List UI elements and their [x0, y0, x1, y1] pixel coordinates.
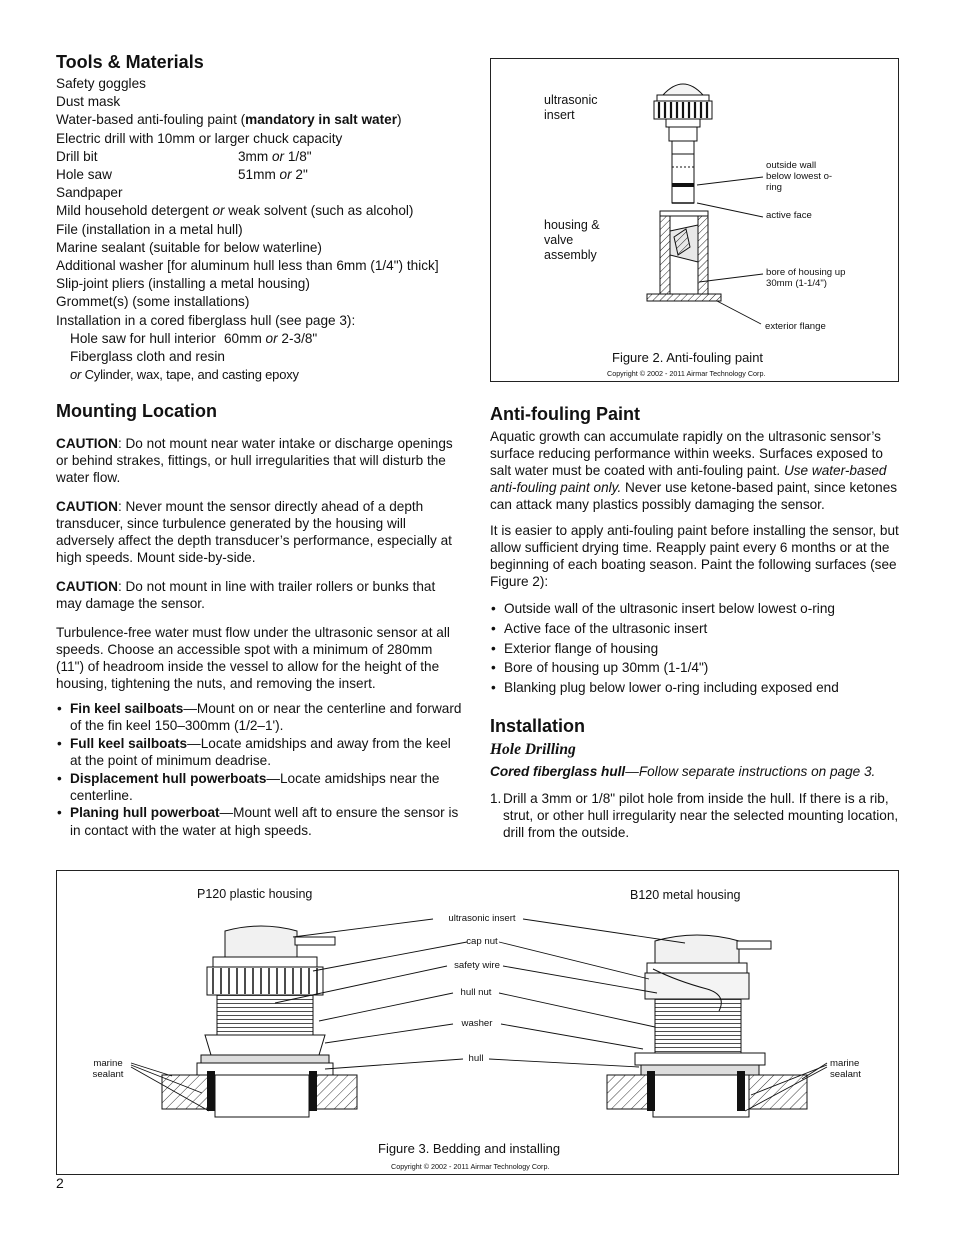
caution-3: CAUTION: Do not mount in line with trailer rollers or bunks that may damage the sensor.: [56, 579, 436, 611]
mounting-section: [56, 400, 462, 839]
cored-note: Cored fiberglass hull—Follow separate instructions on page 3.: [490, 764, 876, 779]
antifouling-heading: Anti-fouling Paint: [490, 404, 640, 424]
page-number: 2: [56, 1175, 64, 1191]
label-exterior-flange: exterior flange: [765, 321, 826, 332]
figure-3: [56, 870, 899, 1175]
fig3-drawing: [57, 871, 900, 1176]
step-1: 1. Drill a 3mm or 1/8" pilot hole from inside the hull. If there is a rib, strut, or other hull irregularity near the selected mounting location, drill from the outside.: [490, 791, 899, 840]
tool-item: Dust mask: [56, 94, 121, 110]
figure-3-caption: Figure 3. Bedding and installing: [378, 1141, 561, 1156]
figure-2-copyright: Copyright © 2002 - 2011 Airmar Technology Corp.: [607, 369, 766, 378]
list-item: • Active face of the ultrasonic insert: [490, 619, 900, 639]
tool-item: Hole saw for hull interior 60mm or 2-3/8": [70, 330, 318, 346]
fig2-drawing: [491, 59, 900, 383]
list-item: • Full keel sailboats—Locate amidships and away from the keel at the point of minimum deadrise.: [56, 735, 462, 770]
tool-item: Installation in a cored fiberglass hull (see page 3):: [56, 312, 356, 328]
tool-item: Sandpaper: [56, 185, 123, 201]
mounting-bullets: [56, 700, 462, 839]
installation-section: [490, 715, 900, 841]
hole-drilling-subheading: Hole Drilling: [490, 741, 576, 758]
antifouling-section: [490, 403, 900, 698]
tool-item: Drill bit 3mm or 1/8": [56, 148, 312, 164]
label-housing-valve: housing & valve assembly: [544, 218, 600, 262]
label-bore: bore of housing up 30mm (1-1/4"): [766, 267, 846, 289]
housing-drawing: [647, 211, 721, 301]
list-item: • Bore of housing up 30mm (1-1/4"): [490, 658, 900, 678]
label-outside-wall: outside wall below lowest o-ring: [766, 160, 833, 193]
label-ultrasonic-insert: ultrasonic insert: [544, 93, 598, 122]
label-marine-sealant-right: marine sealant: [830, 1058, 861, 1080]
tool-item: File (installation in a metal hull): [56, 221, 243, 237]
caution-2: CAUTION: Never mount the sensor directly ahead of a depth transducer, since turbulence generated by the housing will adversely affect the depth transducer’s performance, especially at high speeds. Mount side-by-side.: [56, 499, 452, 565]
figure-2-caption: Figure 2. Anti-fouling paint: [612, 350, 764, 365]
b120-drawing: [607, 935, 807, 1117]
tool-item: Mild household detergent or weak solvent (such as alcohol): [56, 203, 414, 219]
label-washer: washer: [461, 1018, 493, 1029]
headroom-paragraph: Turbulence-free water must flow under the ultrasonic sensor at all speeds. Choose an accessible spot with a minimum of 280mm (11") of headroom inside the vessel to allow for the height of the housing, tightening the nuts, and removing the insert.: [56, 625, 450, 691]
tool-item: Water-based anti-fouling paint (mandatory in salt water): [56, 112, 402, 128]
insert-drawing: [654, 84, 712, 203]
tool-item: or Cylinder, wax, tape, and casting epoxy: [70, 367, 299, 383]
figure-2: [490, 58, 899, 382]
tools-section: [56, 51, 466, 384]
tool-item: Additional washer [for aluminum hull less than 6mm (1/4") thick]: [56, 258, 439, 274]
mounting-heading: Mounting Location: [56, 401, 217, 421]
tool-item: Hole saw 51mm or 2": [56, 167, 308, 183]
label-p120: P120 plastic housing: [197, 887, 313, 901]
label-hull: hull: [468, 1053, 484, 1064]
list-item: • Planing hull powerboat—Mount well aft to ensure the sensor is in contact with the water at high speeds.: [56, 804, 462, 839]
label-b120: B120 metal housing: [630, 888, 741, 902]
list-item: • Fin keel sailboats—Mount on or near the centerline and forward of the fin keel 150–300mm (1/2–1').: [56, 700, 462, 735]
list-item: • Exterior flange of housing: [490, 639, 900, 659]
installation-heading: Installation: [490, 716, 586, 736]
tool-item: Fiberglass cloth and resin: [70, 349, 225, 365]
figure-3-copyright: Copyright © 2002 - 2011 Airmar Technology Corp.: [391, 1162, 550, 1171]
label-hull-nut: hull nut: [460, 987, 492, 998]
caution-1: CAUTION: Do not mount near water intake or discharge openings or behind strakes, fittings, or hull irregularities that will disturb the water flow.: [56, 436, 453, 485]
antifouling-paragraph-2: It is easier to apply anti-fouling paint before installing the sensor, but allow sufficient drying time. Reapply paint every 6 months or at the beginning of each boating season. Paint the following surfaces (see Figure 2):: [490, 523, 899, 589]
label-safety-wire: safety wire: [454, 960, 500, 971]
tools-heading: Tools & Materials: [56, 52, 204, 72]
tool-item: Grommet(s) (some installations): [56, 294, 250, 310]
list-item: • Blanking plug below lower o-ring including exposed end: [490, 678, 900, 698]
tool-item: Marine sealant (suitable for below waterline): [56, 239, 322, 255]
tool-item: Safety goggles: [56, 76, 146, 91]
label-ultrasonic-insert: ultrasonic insert: [448, 913, 516, 924]
list-item: • Outside wall of the ultrasonic insert below lowest o-ring: [490, 599, 900, 619]
label-marine-sealant-left: marine sealant: [92, 1058, 124, 1080]
tool-item: Electric drill with 10mm or larger chuck capacity: [56, 130, 343, 146]
label-cap-nut: cap nut: [466, 936, 498, 947]
antifouling-paragraph-1: Aquatic growth can accumulate rapidly on the ultrasonic sensor’s surface reducing performance within weeks. Surfaces exposed to salt water must be coated with anti-fouling paint. Use water-based anti-fouling paint only. Never use ketone-based paint, since ketones can attack many plastics possibly damaging the sensor.: [490, 429, 898, 512]
tool-item: Slip-joint pliers (installing a metal housing): [56, 276, 310, 292]
antifouling-bullets: [490, 599, 900, 698]
list-item: • Displacement hull powerboats—Locate amidships near the centerline.: [56, 770, 462, 805]
label-active-face: active face: [766, 210, 812, 221]
